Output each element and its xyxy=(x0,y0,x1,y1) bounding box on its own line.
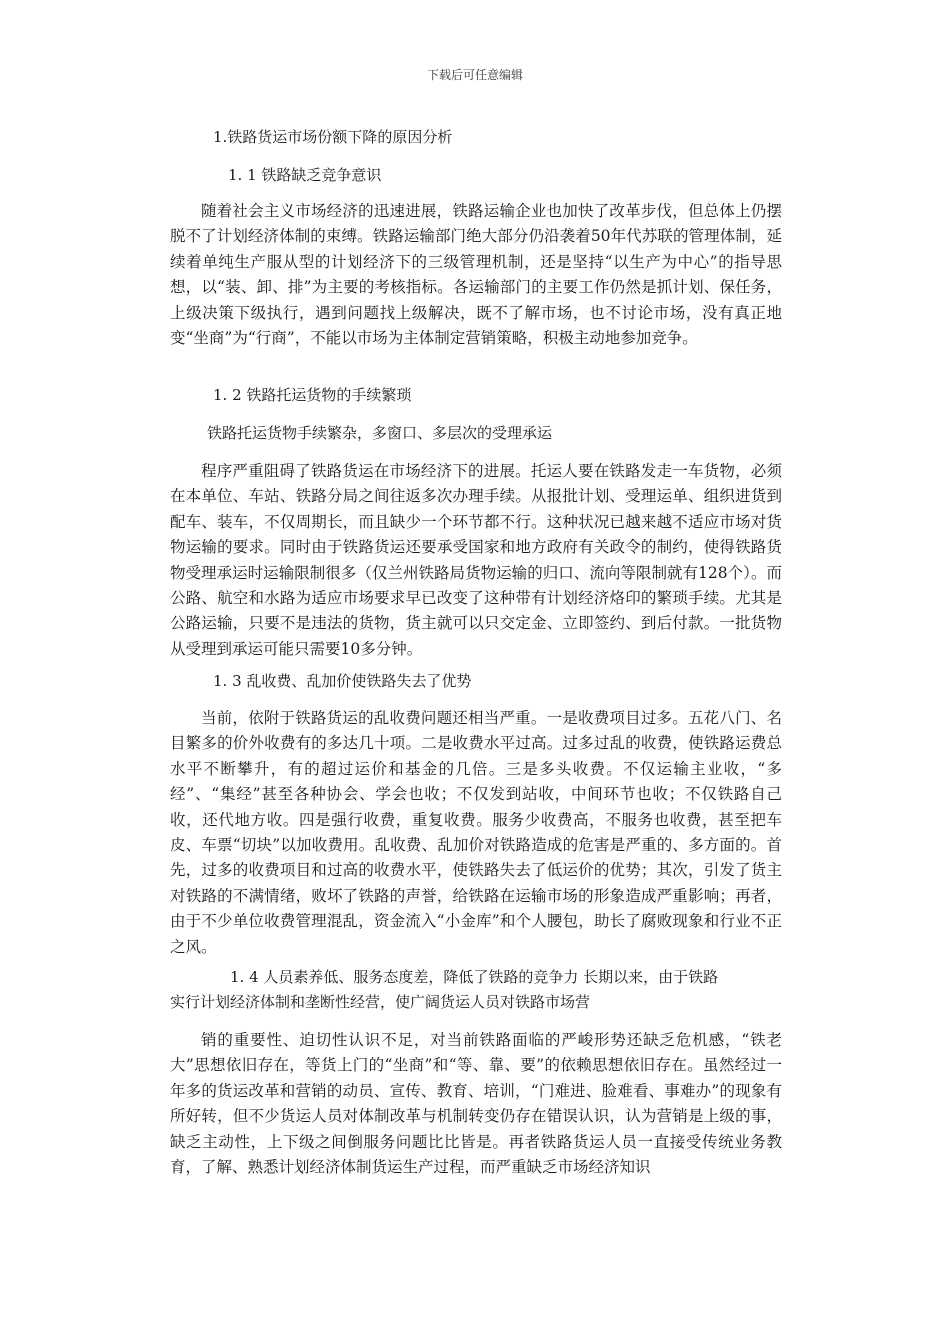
paragraph-4: 销的重要性、迫切性认识不足，对当前铁路面临的严峻形势还缺乏危机感，“铁老大”思想依旧存在，等货上门的“坐商”和“等、靠、要”的依赖思想依旧存在。虽然经过一年多的货运改革和营销的动员、宣传、教育、培训，“门难进、脸难看、事难办”的现象有所好转，但不少货运人员对体制改革与机制转变仍存在错误认识，认为营销是上级的事，缺乏主动性，上下级之间倒服务问题比比皆是。再者铁路货运人员一直接受传统业务教育，了解、熟悉计划经济体制货运生产过程，而严重缺乏市场经济知识 xyxy=(170,1031,782,1177)
paragraph-3: 当前，依附于铁路货运的乱收费问题还相当严重。一是收费项目过多。五花八门、名目繁多的价外收费有的多达几十项。二是收费水平过高。过多过乱的收费，使铁路运费总水平不断攀升，有的超过运价和基金的几倍。三是多头收费。不仅运输主业收，“多经”、“集经”甚至各种协会、学会也收；不仅发到站收，中间环节也收；不仅铁路自己收，还代地方收。四是强行收费，重复收费。服务少收费高，不服务也收费，甚至把车皮、车票“切块”以加收费用。乱收费、乱加价对铁路造成的危害是严重的、多方面的。首先，过多的收费项目和过高的收费水平，使铁路失去了低运价的优势；其次，引发了货主对铁路的不满情绪，败坏了铁路的声誉，给铁路在运输市场的形象造成严重影响；再者，由于不少单位收费管理混乱，资金流入“小金库”和个人腰包，助长了腐败现象和行业不正之风。 xyxy=(170,709,782,956)
section-heading-1: 1.铁路货运市场份额下降的原因分析 xyxy=(213,128,453,146)
paragraph-2-lead: 铁路托运货物手续繁杂，多窗口、多层次的受理承运 xyxy=(207,424,553,442)
paragraph-1: 随着社会主义市场经济的迅速进展，铁路运输企业也加快了改革步伐，但总体上仍摆脱不了计划经济体制的束缚。铁路运输部门绝大部分仍沿袭着50年代苏联的管理体制，延续着单纯生产服从型的计划经济下的三级管理机制，还是坚持“以生产为中心”的指导思想，以“装、卸、排”为主要的考核指标。各运输部门的主要工作仍然是抓计划、保任务，上级决策下级执行，遇到问题找上级解决，既不了解市场，也不讨论市场，没有真正地变“坐商”为“行商”，不能以市场为主体制定营销策略，积极主动地参加竞争。 xyxy=(170,202,782,348)
section-heading-1-4: 1. 4 人员素养低、服务态度差，降低了铁路的竞争力 长期以来，由于铁路 xyxy=(230,968,719,986)
page-header: 下载后可任意编辑 xyxy=(426,68,523,82)
paragraph-2: 程序严重阻碍了铁路货运在市场经济下的进展。托运人要在铁路发走一车货物，必须在本单位、车站、铁路分局之间往返多次办理手续。从报批计划、受理运单、组织进货到配车、装车，不仅周期长，而且缺少一个环节都不行。这种状况已越来越不适应市场对货物运输的要求。同时由于铁路货运还要承受国家和地方政府有关政令的制约，使得铁路货物受理承运时运输限制很多（仅兰州铁路局货物运输的归口、流向等限制就有128个）。而公路、航空和水路为适应市场要求早已改变了这种带有计划经济烙印的繁琐手续。尤其是公路运输，只要不是违法的货物，货主就可以只交定金、立即签约、到后付款。一批货物从受理到承运可能只需要10多分钟。 xyxy=(170,462,782,658)
section-heading-1-3: 1. 3 乱收费、乱加价使铁路失去了优势 xyxy=(213,672,472,690)
section-heading-1-1: 1. 1 铁路缺乏竞争意识 xyxy=(228,166,382,184)
section-heading-1-2: 1. 2 铁路托运货物的手续繁琐 xyxy=(213,386,412,404)
section-heading-1-4-continued: 实行计划经济体制和垄断性经营，使广阔货运人员对铁路市场营 xyxy=(170,993,591,1011)
